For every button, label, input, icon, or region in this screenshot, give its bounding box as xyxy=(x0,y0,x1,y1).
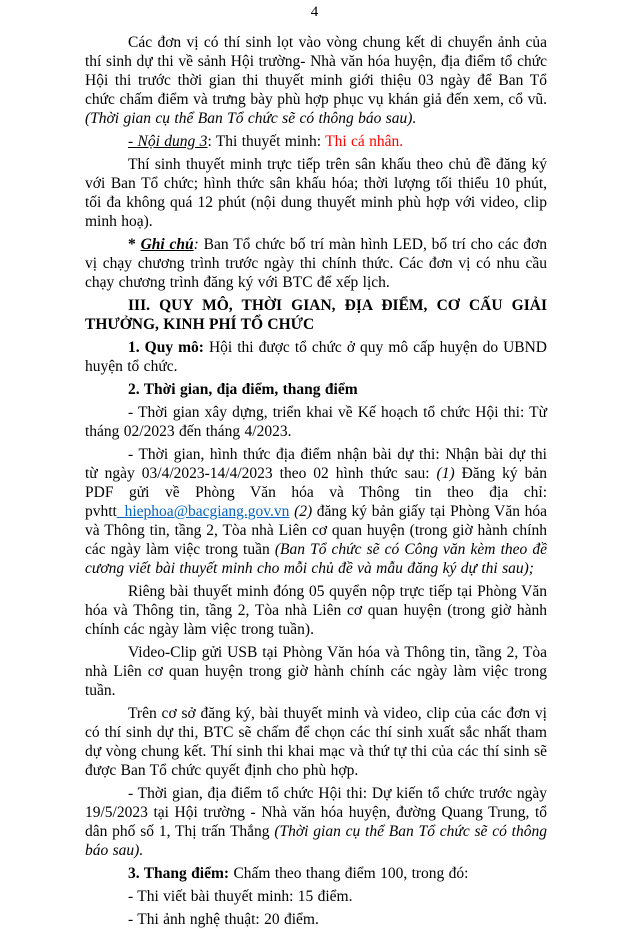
text-run: Ban Tổ chức bố trí màn hình LED, bố trí cho các đơn vị chạy chương trình trước ngày thi chính thức. Các đơn vị có nhu cầu chạy chương trình đăng ký với BTC để xếp lịch. xyxy=(85,236,547,291)
document-content xyxy=(85,33,547,929)
quy-mo-paragraph xyxy=(85,338,547,376)
text-run: Các đơn vị có thí sinh lọt vào vòng chung kết di chuyển ảnh của thí sinh dự thi về sảnh Hội trường- Nhà văn hóa huyện, địa điểm tổ chức Hội thi trước thời gian thi thuyết minh giới thiệu 03 ngày để Ban Tổ chức chấm điểm và trưng bày phù hợp phục vụ khán giả đến xem, cổ vũ. xyxy=(85,34,547,108)
text-run: Đăng ký bản PDF gửi về Phòng Văn hóa và Thông tin theo địa chỉ: pvhtt xyxy=(85,465,547,520)
email-link[interactable]: _hiephoa@bacgiang.gov.vn xyxy=(116,503,290,520)
text-run: - Thời gian xây dựng, triển khai về Kế hoạch tổ chức Hội thi: Từ tháng 02/2023 đến tháng 4/2023. xyxy=(85,404,547,440)
text-run: Thí sinh thuyết minh trực tiếp trên sân khấu theo chủ đề đăng ký với Ban Tổ chức; hình thức sân khấu hóa; thời lượng tối thiểu 10 phút, tối đa không quá 12 phút (nội dung thuyết minh phù hợp với video, clip minh hoạ). xyxy=(85,156,547,230)
text-run: 2. Thời gian, địa điểm, thang điểm xyxy=(128,381,358,398)
thoi-gian-heading xyxy=(85,380,547,399)
noi-dung-3-line xyxy=(85,132,547,151)
text-run: Chấm theo thang điểm 100, trong đó: xyxy=(233,865,469,882)
text-run: (1) xyxy=(436,465,455,482)
dia-diem-to-chuc-paragraph xyxy=(85,784,547,860)
text-run: * xyxy=(128,236,141,253)
text-run: Ghi chú xyxy=(140,236,194,253)
text-run: (2) xyxy=(294,503,313,520)
text-run: Riêng bài thuyết minh đóng 05 quyển nộp trực tiếp tại Phòng Văn hóa và Thông tin, tầng 2, Tòa nhà Liên cơ quan huyện (trong giờ hành chính các ngày làm việc trong tuần). xyxy=(85,583,547,638)
video-clip-paragraph xyxy=(85,643,547,700)
text-run: Video-Clip gửi USB tại Phòng Văn hóa và Thông tin, tầng 2, Tòa nhà Liên cơ quan huyện trong giờ hành chính các ngày làm việc trong tuần. xyxy=(85,644,547,699)
thuyet-minh-paragraph xyxy=(85,155,547,231)
text-run: (Thời gian cụ thể Ban Tổ chức sẽ có thông báo sau). xyxy=(85,823,547,859)
text-run: - Nội dung 3 xyxy=(128,133,208,150)
text-run: - Thời gian, hình thức địa điểm nhận bài dự thi: Nhận bài dự thi từ ngày 03/4/2023-14/4/2023 theo 02 hình thức sau: xyxy=(85,446,547,482)
text-run: 1. Quy mô: xyxy=(128,339,209,356)
text-run: (Ban Tổ chức sẽ có Công văn kèm theo đề cương viết bài thuyết minh cho mỗi chủ đề và mẫu đăng ký dự thi sau); xyxy=(85,541,547,577)
text-run: III. QUY MÔ, THỜI GIAN, ĐỊA ĐIỂM, CƠ CẤU GIẢI THƯỞNG, KINH PHÍ TỔ CHỨC xyxy=(85,297,547,333)
text-run: (Thời gian cụ thể Ban Tổ chức sẽ có thông báo sau). xyxy=(85,110,417,127)
text-run: Hội thi được tổ chức ở quy mô cấp huyện do UBND huyện tổ chức. xyxy=(85,339,548,375)
tren-co-so-paragraph xyxy=(85,704,547,780)
rieng-bai-thuyet-minh-paragraph xyxy=(85,582,547,639)
text-run: : Thi thuyết minh: xyxy=(207,133,326,150)
text-run: Trên cơ sở đăng ký, bài thuyết minh và video, clip của các đơn vị có thí sinh dự thi, BTC sẽ chấm để chọn các thí sinh xuất sắc nhất tham dự vòng chung kết. Thí sinh thi khai mạc và thứ tự thi của các thí sinh sẽ được Ban Tổ chức quyết định cho phù hợp. xyxy=(85,705,547,779)
intro-paragraph xyxy=(85,33,547,128)
thoi-gian-xay-dung-paragraph xyxy=(85,403,547,441)
section-iii-heading xyxy=(85,296,547,334)
ghi-chu-paragraph xyxy=(85,235,547,292)
thi-viet-bai-item xyxy=(85,887,547,906)
thi-anh-nghe-thuat-item xyxy=(85,910,547,929)
text-run: - Thi viết bài thuyết minh: 15 điểm. xyxy=(128,888,353,905)
text-run: : xyxy=(193,236,204,253)
text-run: 3. Thang điểm: xyxy=(128,865,234,882)
page-number: 4 xyxy=(310,4,319,20)
text-run: - Thi ảnh nghệ thuật: 20 điểm. xyxy=(128,911,319,928)
text-run: - Thời gian, địa điểm tổ chức Hội thi: Dự kiến tổ chức trước ngày 19/5/2023 tại Hội trường - Nhà văn hóa huyện, đường Quang Trung, tổ dân phố số 1, Thị trấn Thắng xyxy=(85,785,547,840)
red-emphasis-text: Thi cá nhân. xyxy=(325,133,404,150)
nhan-bai-du-thi-paragraph xyxy=(85,445,547,578)
text-run: đăng ký bản giấy tại Phòng Văn hóa và Thông tin, tầng 2, Tòa nhà Liên cơ quan huyện (trong giờ hành chính các ngày làm việc trong tuần xyxy=(85,503,548,558)
